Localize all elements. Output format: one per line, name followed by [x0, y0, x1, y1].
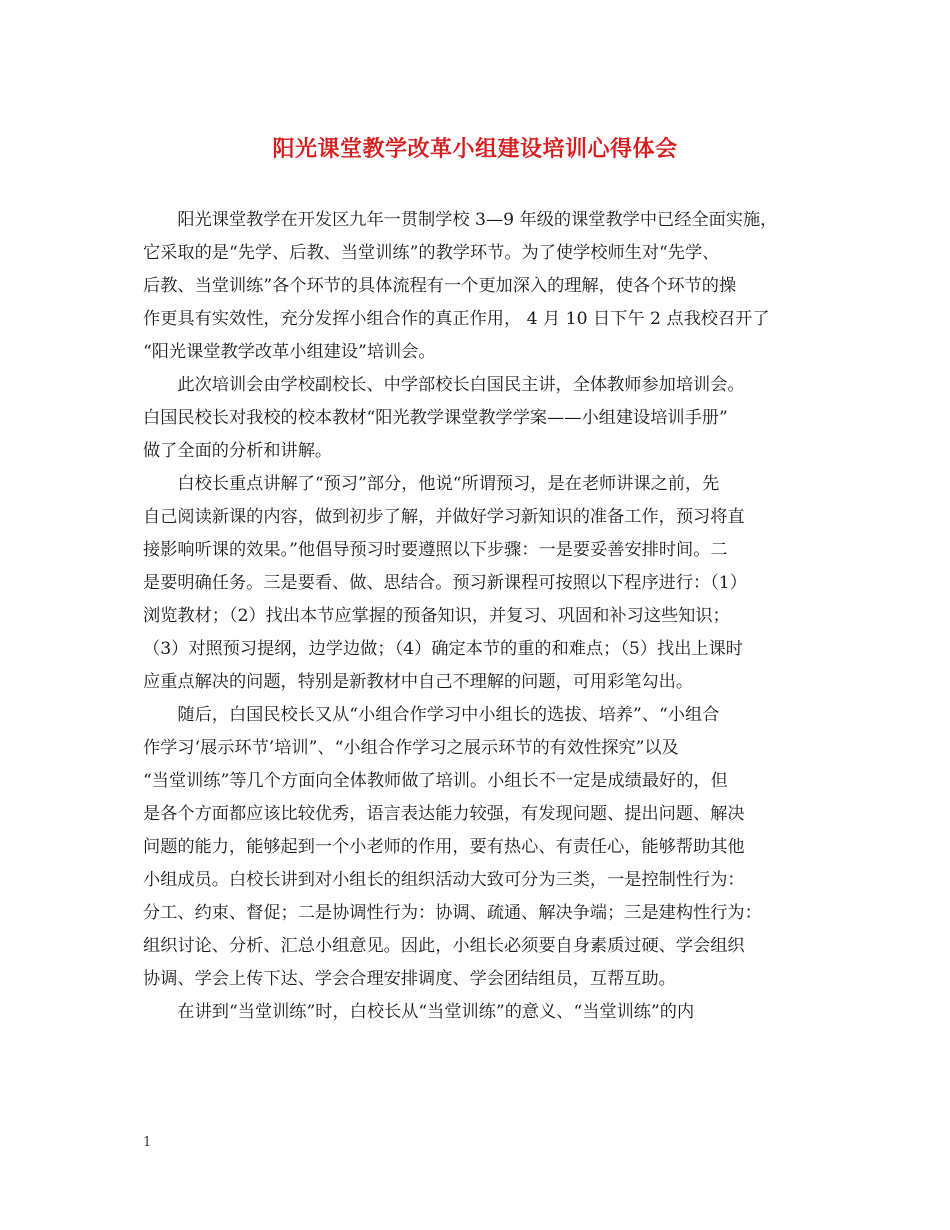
text-line: 它采取的是“先学、后教、当堂训练”的教学环节。为了使学校师生对“先学、 [143, 243, 720, 263]
text-line: 是要明确任务。三是要看、做、思结合。预习新课程可按照以下程序进行：（1） [143, 573, 747, 593]
text-line: 随后，白国民校长又从“小组合作学习中小组长的选拔、培养”、“小组合 [143, 705, 720, 725]
text-line: （3）对照预习提纲，边学边做；（4）确定本节的重的和难点；（5）找出上课时 [143, 639, 743, 659]
document-title: 阳光课堂教学改革小组建设培训心得体会 [272, 136, 678, 162]
text-line: 后教、当堂训练”各个环节的具体流程有一个更加深入的理解，使各个环节的操 [143, 276, 737, 296]
text-line: 自己阅读新课的内容，做到初步了解，并做好学习新知识的准备工作，预习将直 [143, 507, 745, 527]
text-line: 问题的能力，能够起到一个小老师的作用，要有热心、有责任心，能够帮助其他 [143, 837, 745, 857]
text-line: 浏览教材；（2）找出本节应掌握的预备知识，并复习、巩固和补习这些知识； [143, 606, 730, 626]
page-number: 1 [143, 1135, 152, 1150]
text-line: 协调、学会上传下达、学会合理安排调度、学会团结组员，互帮互助。 [143, 969, 676, 989]
text-line: 此次培训会由学校副校长、中学部校长白国民主讲，全体教师参加培训会。 [143, 375, 745, 395]
text-line: 分工、约束、督促；二是协调性行为：协调、疏通、解决争端；三是建构性行为： [143, 903, 762, 923]
text-line: 作学习‘展示环节’培训”、“小组合作学习之展示环节的有效性探究”以及 [143, 738, 679, 758]
document-body [143, 204, 823, 1029]
text-line: 白校长重点讲解了“预习”部分，他说“所谓预习，是在老师讲课之前，先 [143, 474, 720, 494]
text-line: “阳光课堂教学改革小组建设”培训会。 [143, 342, 436, 362]
text-line: 接影响听课的效果。”他倡导预习时要遵照以下步骤：一是要妥善安排时间。二 [143, 540, 728, 560]
text-line: 白国民校长对我校的校本教材“阳光教学课堂教学学案——小组建设培训手册” [143, 408, 728, 428]
text-line: 阳光课堂教学在开发区九年一贯制学校 3—9 年级的课堂教学中已经全面实施， [143, 210, 778, 230]
text-line: 小组成员。白校长讲到对小组长的组织活动大致可分为三类，一是控制性行为： [143, 870, 745, 890]
text-line: 应重点解决的问题，特别是新教材中自己不理解的问题，可用彩笔勾出。 [143, 672, 694, 692]
text-line: 组织讨论、分析、汇总小组意见。因此，小组长必须要自身素质过硬、学会组织 [143, 936, 745, 956]
text-line: 是各个方面都应该比较优秀，语言表达能力较强，有发现问题、提出问题、解决 [143, 804, 745, 824]
text-line: 在讲到“当堂训练”时，白校长从“当堂训练”的意义、“当堂训练”的内 [143, 1002, 695, 1022]
text-line: 做了全面的分析和讲解。 [143, 441, 333, 461]
text-line: 作更具有实效性，充分发挥小组合作的真正作用， 4 月 10 日下午 2 点我校召开了 [143, 309, 770, 329]
text-line: “当堂训练”等几个方面向全体教师做了培训。小组长不一定是成绩最好的，但 [143, 771, 728, 791]
